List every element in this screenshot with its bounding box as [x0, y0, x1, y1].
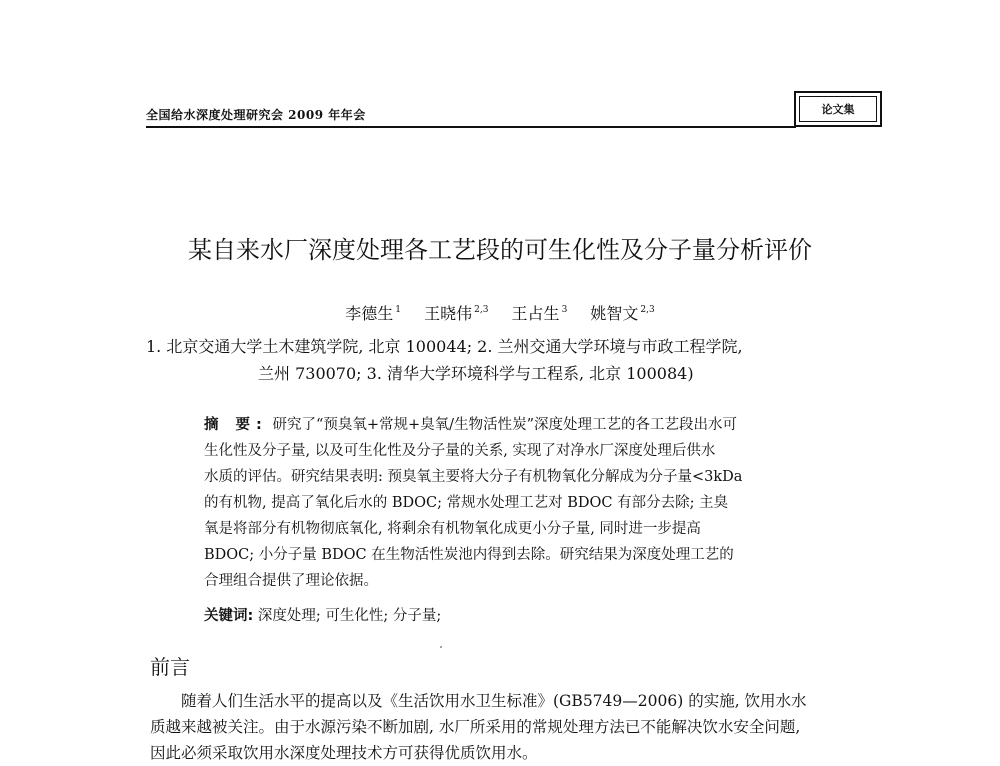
- paper-title: 某自来水厂深度处理各工艺段的可生化性及分子量分析评价: [188, 236, 812, 264]
- abstract: [204, 412, 834, 594]
- author-affiliation-mark: 1: [395, 305, 402, 315]
- abstract-text: 研究了“预臭氧+常规+臭氧/生物活性炭”深度处理工艺的各工艺段出水可: [272, 417, 737, 433]
- author: [590, 304, 654, 323]
- affiliations-line-2: 兰州 730070; 3. 清华大学环境科学与工程系, 北京 100084): [258, 364, 694, 383]
- author-affiliation-mark: 2,3: [474, 305, 489, 315]
- abstract-label: 摘 要:: [204, 417, 268, 433]
- affiliations-line-1: 1. 北京交通大学土木建筑学院, 北京 100044; 2. 兰州交通大学环境与市政工程学院,: [146, 337, 743, 356]
- body-line: 因此必须采取饮用水深度处理技术方可获得优质饮用水。: [150, 744, 538, 762]
- keywords: [204, 604, 441, 625]
- author-name: 王晓伟: [424, 304, 473, 323]
- abstract-line: 氧是将部分有机物彻底氧化, 将剩余有机物氧化成更小分子量, 同时进一步提高: [204, 521, 701, 537]
- author-affiliation-mark: 3: [561, 305, 568, 315]
- abstract-line: [204, 412, 834, 438]
- keywords-label: 关键词:: [204, 608, 254, 624]
- scan-speck: [440, 646, 442, 648]
- abstract-line: 合理组合提供了理论依据。: [204, 573, 378, 589]
- author-name: 王占生: [511, 304, 560, 323]
- abstract-line: 的有机物, 提高了氧化后水的 BDOC; 常规水处理工艺对 BDOC 有部分去除; 主臭: [204, 495, 729, 511]
- author: [424, 304, 488, 323]
- abstract-line: BDOC; 小分子量 BDOC 在生物活性炭池内得到去除。研究结果为深度处理工艺的: [204, 547, 734, 563]
- author-name: 李德生: [345, 304, 394, 323]
- header-rule: [146, 126, 796, 128]
- author-list: [0, 301, 1000, 324]
- author-name: 姚智文: [590, 304, 639, 323]
- proceedings-badge: 论文集: [799, 96, 877, 122]
- keywords-value: 深度处理; 可生化性; 分子量;: [257, 608, 442, 624]
- body-line: 随着人们生活水平的提高以及《生活饮用水卫生标准》(GB5749—2006) 的实施, 饮用水水: [181, 692, 807, 710]
- author-affiliation-mark: 2,3: [640, 305, 655, 315]
- author: [512, 304, 568, 323]
- abstract-line: 生化性及分子量, 以及可生化性及分子量的关系, 实现了对净水厂深度处理后供水: [204, 443, 716, 459]
- section-heading: 前言: [150, 655, 190, 679]
- author: [345, 304, 401, 323]
- section-body: [150, 688, 890, 766]
- running-header: 全国给水深度处理研究会 2009 年年会: [146, 108, 366, 122]
- body-line: 质越来越被关注。由于水源污染不断加剧, 水厂所采用的常规处理方法已不能解决饮水安全问题,: [150, 718, 801, 736]
- abstract-line: 水质的评估。研究结果表明: 预臭氧主要将大分子有机物氧化分解成为分子量<3kDa: [204, 469, 743, 485]
